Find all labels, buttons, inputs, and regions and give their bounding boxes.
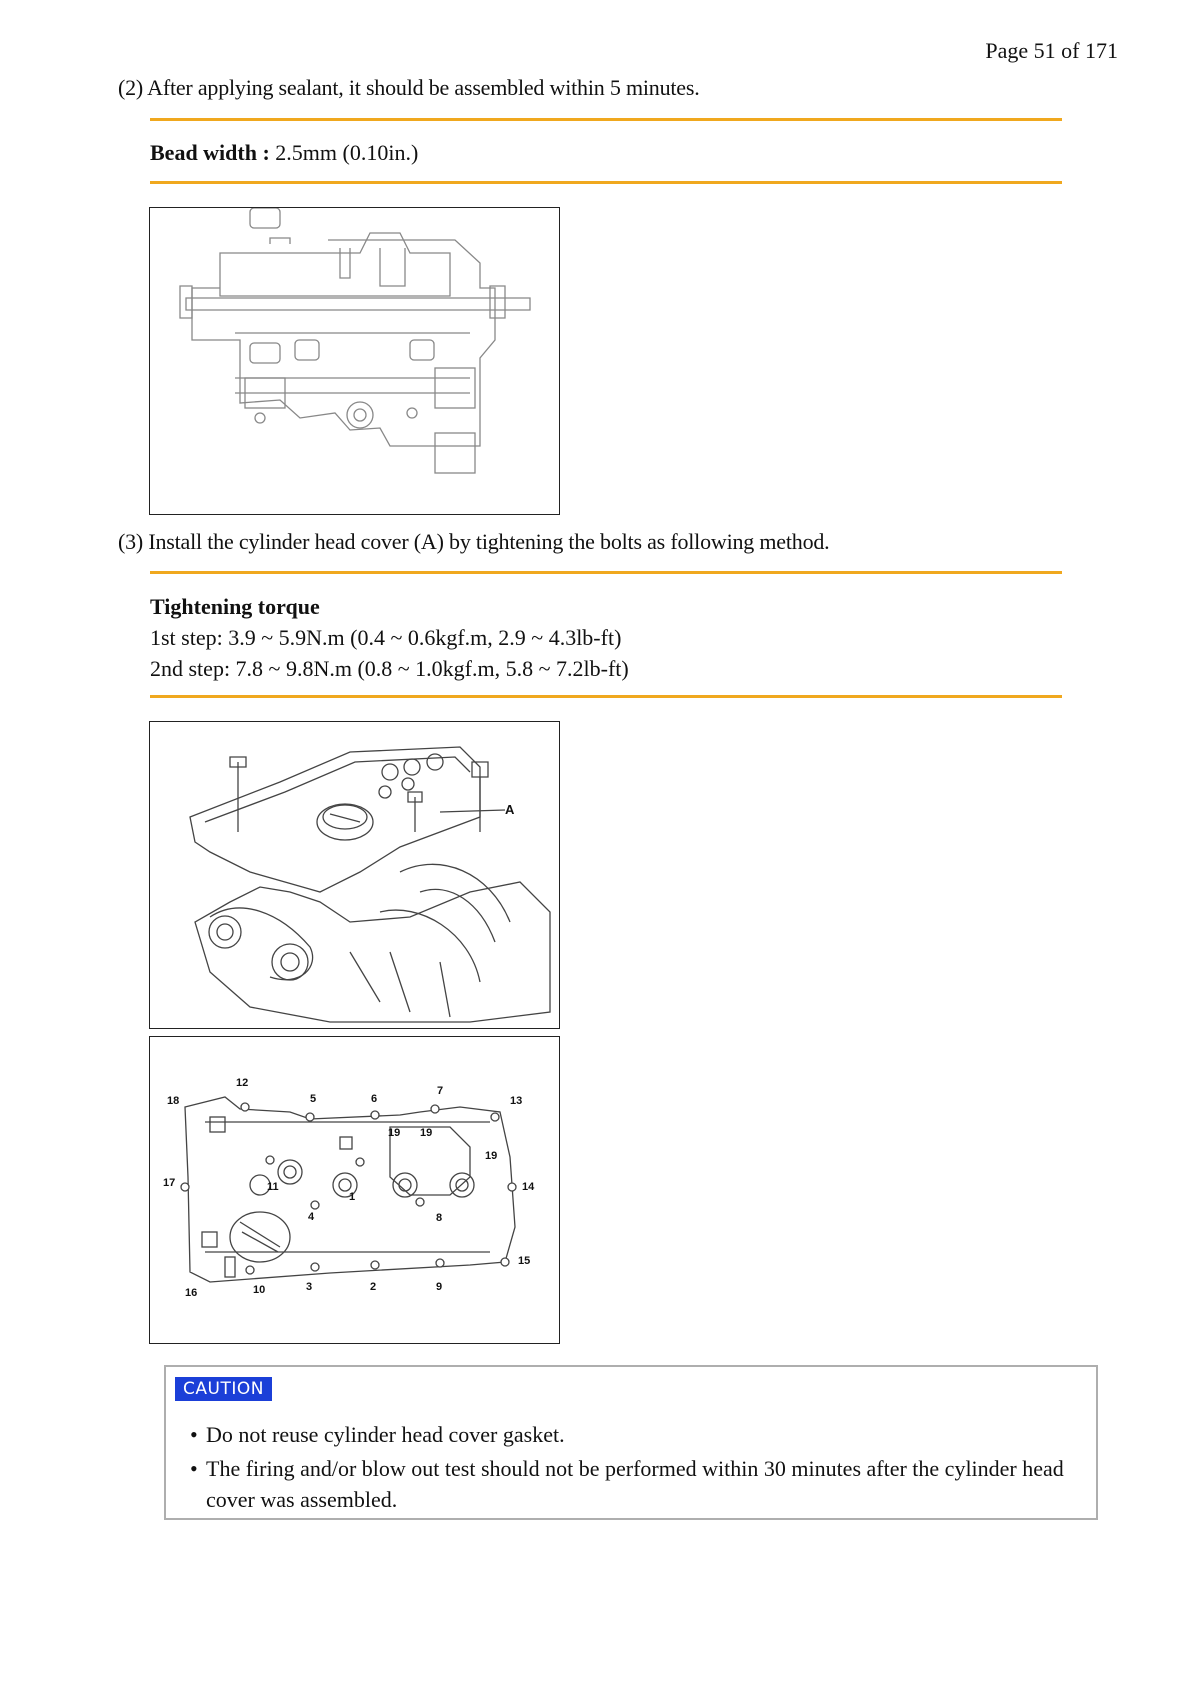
step-2-text: (2) After applying sealant, it should be assembled within 5 minutes. [118, 75, 700, 100]
caution-item [190, 1419, 1090, 1450]
bolt-number: 19 [420, 1127, 433, 1139]
caution-item-text: Do not reuse cylinder head cover gasket. [206, 1422, 565, 1447]
caution-badge: CAUTION [175, 1377, 272, 1401]
bolt-number: 5 [310, 1093, 317, 1105]
sealant-application-figure [149, 207, 560, 515]
bolt-number: 14 [522, 1181, 535, 1193]
bead-width-value: 2.5mm (0.10in.) [269, 140, 419, 165]
callout-label-a: A [505, 802, 515, 817]
tightening-torque-spec [150, 591, 629, 684]
bolt-number: 3 [306, 1281, 313, 1293]
bolt-sequence-figure [149, 1036, 560, 1344]
bolt-number: 18 [167, 1095, 180, 1107]
cylinder-head-cover-figure [149, 721, 560, 1029]
bolt-number: 4 [308, 1211, 315, 1223]
bead-width-label: Bead width : [150, 140, 270, 165]
divider-rule [150, 181, 1062, 184]
bolt-number: 8 [436, 1212, 443, 1224]
caution-item-text: The firing and/or blow out test should not be performed within 30 minutes after the cylinder head cover was assembled. [206, 1456, 1064, 1512]
bolt-number: 19 [388, 1127, 401, 1139]
bead-width-spec [150, 137, 418, 168]
bolt-number: 6 [371, 1093, 378, 1105]
caution-item [190, 1453, 1090, 1515]
bolt-number: 2 [370, 1281, 377, 1293]
caution-list [190, 1419, 1090, 1518]
bolt-number-labels [150, 1037, 559, 1343]
torque-step-2: 2nd step: 7.8 ~ 9.8N.m (0.8 ~ 1.0kgf.m, 5.8 ~ 7.2lb-ft) [150, 656, 629, 681]
divider-rule [150, 571, 1062, 574]
bolt-number: 10 [253, 1284, 266, 1296]
divider-rule [150, 118, 1062, 121]
bolt-number: 1 [349, 1191, 356, 1203]
divider-rule [150, 695, 1062, 698]
bolt-number: 13 [510, 1095, 523, 1107]
bolt-number: 15 [518, 1255, 531, 1267]
bolt-number: 7 [437, 1085, 444, 1097]
bolt-number: 16 [185, 1287, 198, 1299]
page-number: Page 51 of 171 [985, 38, 1118, 63]
caution-box [164, 1365, 1098, 1520]
torque-step-1: 1st step: 3.9 ~ 5.9N.m (0.4 ~ 0.6kgf.m, 2.9 ~ 4.3lb-ft) [150, 625, 622, 650]
bullet-icon: • [190, 1422, 198, 1447]
bolt-number: 9 [436, 1281, 443, 1293]
bolt-number: 17 [163, 1177, 176, 1189]
step-3-text: (3) Install the cylinder head cover (A) by tightening the bolts as following method. [118, 529, 830, 554]
bolt-number: 12 [236, 1077, 249, 1089]
bullet-icon: • [190, 1456, 198, 1481]
tightening-torque-title: Tightening torque [150, 594, 320, 619]
bolt-number: 11 [267, 1181, 279, 1193]
bolt-number: 19 [485, 1150, 498, 1162]
